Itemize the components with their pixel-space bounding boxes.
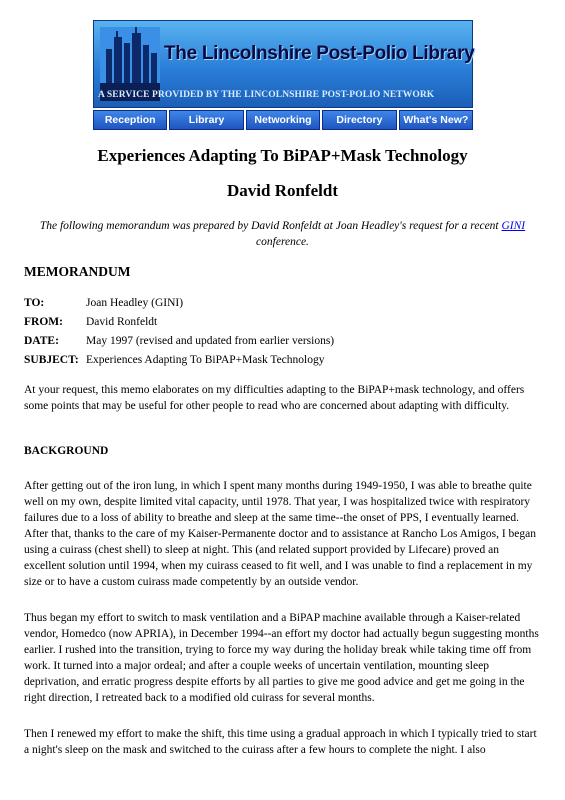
nav-library[interactable]: Library [169,110,243,130]
memo-date-label: DATE: [24,334,59,347]
banner-title: The Lincolnshire Post-Polio Library [164,43,475,64]
paragraph-request: At your request, this memo elaborates on my difficulties adapting to the BiPAP+mask technology, and offers some points that may be useful for other people to read who are concerned about adapting with difficulty. [24,384,525,412]
memo-header-table [24,293,334,369]
site-banner [93,20,473,130]
nav-directory[interactable]: Directory [322,110,396,130]
banner-subtitle: A SERVICE PROVIDED BY THE LINCOLNSHIRE POST-POLIO NETWORK [98,90,435,100]
memo-row-subject [24,350,334,369]
main-nav [93,110,473,130]
intro-note [24,218,541,250]
nav-whats-new[interactable]: What's New? [399,110,473,130]
background-heading: BACKGROUND [24,445,109,457]
memo-date-value: May 1997 (revised and updated from earlier versions) [86,334,335,347]
memo-heading: MEMORANDUM [24,264,131,279]
nav-networking[interactable]: Networking [246,110,320,130]
memo-to-value: Joan Headley (GINI) [86,296,184,309]
intro-text-before: The following memorandum was prepared by David Ronfeldt at Joan Headley's request for a recent [39,220,502,232]
banner-header[interactable] [93,20,473,108]
memo-from-value: David Ronfeldt [86,315,158,328]
memo-from-label: FROM: [24,315,63,328]
gini-link[interactable]: GINI [501,220,526,232]
memo-row-to [24,293,334,312]
nav-reception[interactable]: Reception [93,110,167,130]
intro-text-after: conference. [256,236,309,248]
memo-row-date [24,331,334,350]
memo-subject-label: SUBJECT: [24,353,79,366]
paragraph-background-3: Then I renewed my effort to make the shift, this time using a gradual approach in which I typically tried to start a night's sleep on the mask and switched to the cuirass after a few hours to complete the night. I also [24,728,537,756]
memo-to-label: TO: [24,296,45,309]
page-title: Experiences Adapting To BiPAP+Mask Technology [97,146,468,165]
memo-subject-value: Experiences Adapting To BiPAP+Mask Technology [86,353,325,366]
paragraph-background-2: Thus began my effort to switch to mask ventilation and a BiPAP machine available through a Kaiser-related vendor, Homedco (now APRIA), in December 1994--an effort my doctor had actually begun suggesting months earlier. I rushed into the transition, trying to force my way during the holiday break while taking time off from work. It turned into a major ordeal; and after a couple weeks of uncertain ventilation, mounting sleep deprivation, and erratic progress despite efforts by all parties to give me good advice and get me going in the right direction, I retreated back to a modified old cuirass for several months. [24,612,539,704]
paragraph-background-1: After getting out of the iron lung, in which I spent many months during 1949-1950, I was able to breathe quite well on my own, despite limited vital capacity, until 1978. That year, I was hospitalized twice with respiratory failures due to a loss of ability to breathe and sleep at the same time--the onset of PPS, I eventually learned. After that, thanks to the care of my Kaiser-Permanente doctor and to assistance at Rancho Los Amigos, I began using a cuirass (chest shell) to sleep at night. This (and related support provided by Lifecare) proved an excellent solution until 1994, when my cuirass ceased to fit well, and I was unable to find a replacement in my size or to have a custom cuirass made competently by an outside vendor. [24,480,537,588]
memo-row-from [24,312,334,331]
author-name: David Ronfeldt [227,181,338,200]
